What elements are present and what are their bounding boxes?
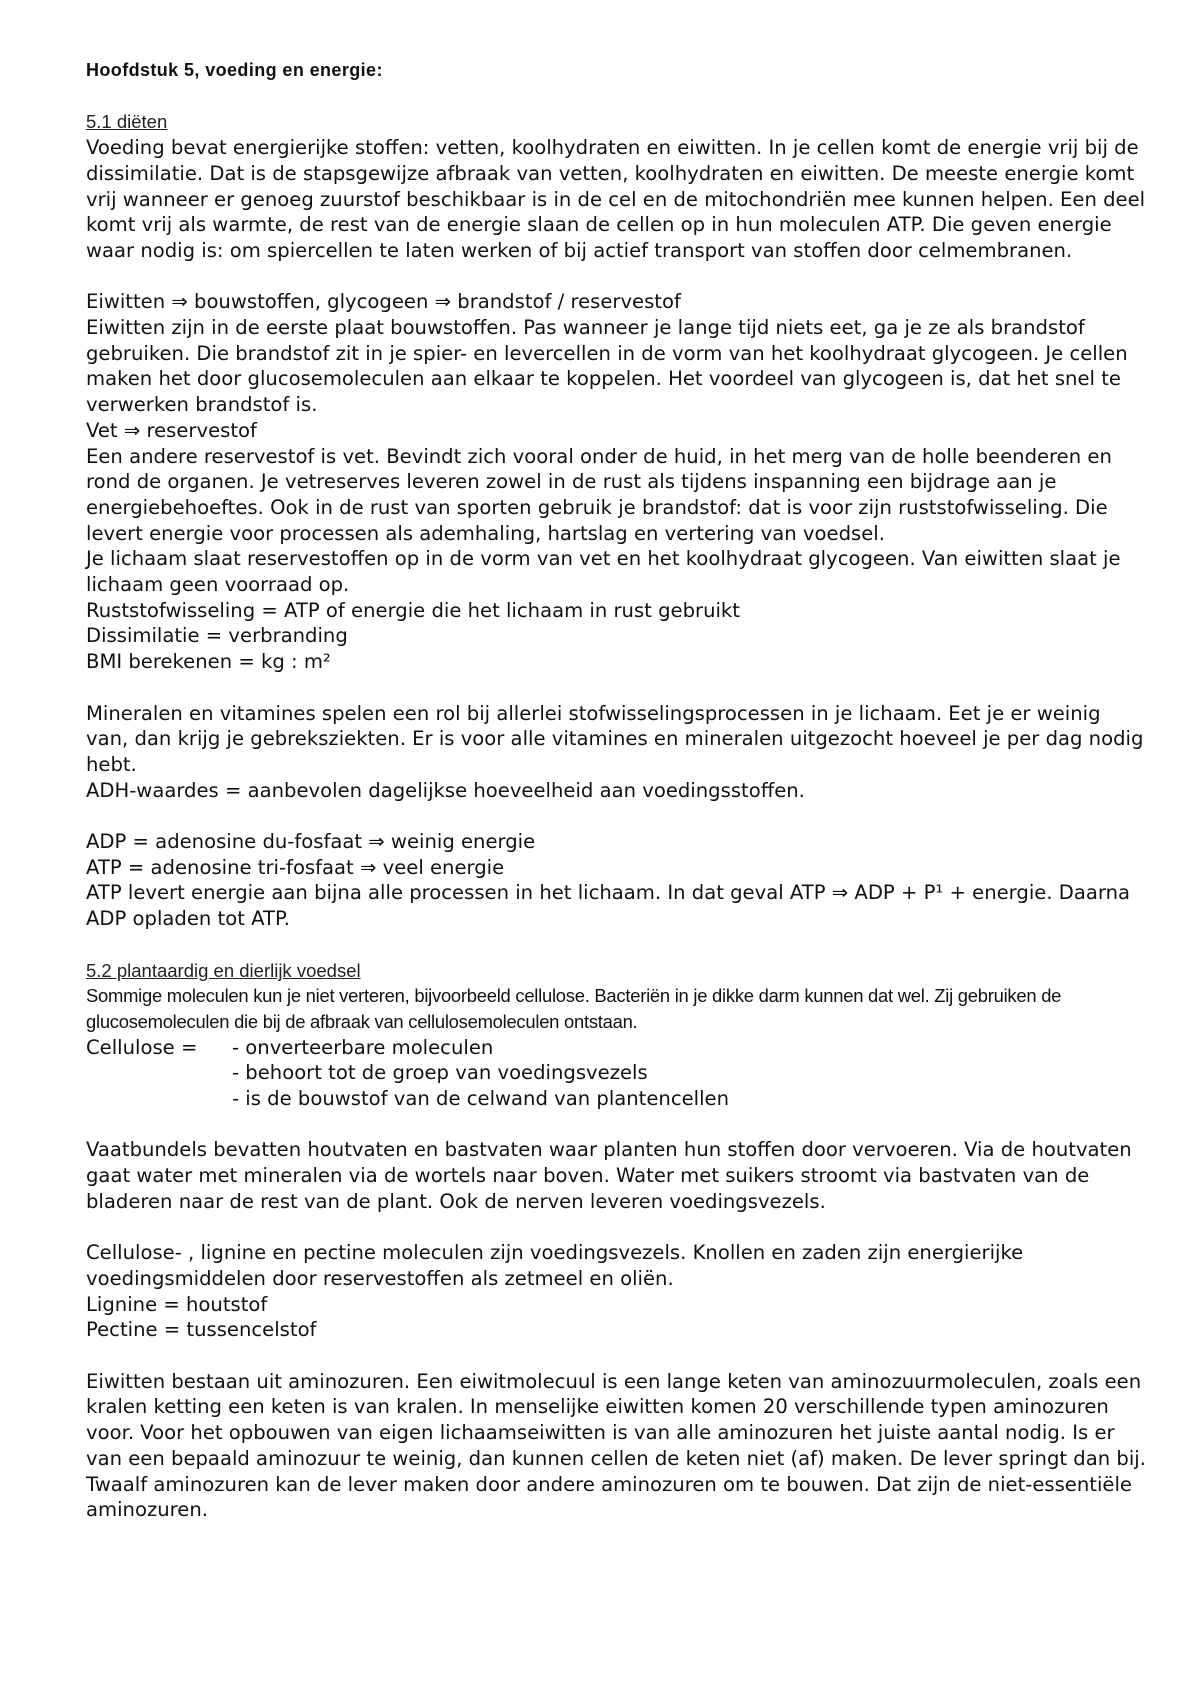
- paragraph: ATP levert energie aan bijna alle processen in het lichaam. In dat geval ATP ⇒ ADP + P¹ + energie. Daarna ADP opladen tot ATP.: [86, 881, 1131, 931]
- paragraph: Je lichaam slaat reservestoffen op in de vorm van vet en het koolhydraat glycogeen. Van eiwitten slaat je lichaam geen voorraad op.: [86, 547, 1121, 597]
- list-item: - onverteerbare moleculen: [232, 1035, 494, 1059]
- paragraph-line: Eiwitten ⇒ bouwstoffen, glycogeen ⇒ brandstof / reservestof: [86, 290, 681, 314]
- section-heading-5-1: 5.1 diëten: [86, 111, 168, 133]
- paragraph: Eiwitten bestaan uit aminozuren. Een eiwitmolecuul is een lange keten van aminozuurmoleculen, zoals een kralen ketting een keten is van kralen. In menselijke eiwitten komen 20 verschillende typen aminozuren voor. Voor het opbouwen van eigen lichaamseiwitten is van alle aminozuren het juiste aantal nodig. Is er van een bepaald aminozuur te weinig, dan kunnen cellen de keten niet (af) maken. De lever springt dan bij. Twaalf aminozuren kan de lever maken door andere aminozuren om te bouwen. Dat zijn de niet-essentiële aminozuren.: [86, 1369, 1146, 1522]
- paragraph: Voeding bevat energierijke stoffen: vetten, koolhydraten en eiwitten. In je cellen komt de energie vrij bij de dissimilatie. Dat is de stapsgewijze afbraak van vetten, koolhydraten en eiwitten. De meeste energie komt vrij wanneer er genoeg zuurstof beschikbaar is in de cel en de mitochondriën mee kunnen helpen. Een deel komt vrij als warmte, de rest van de energie slaan de cellen op in hun moleculen ATP. Die geven energie waar nodig is: om spiercellen te laten werken of bij actief transport van stoffen door celmembranen.: [86, 136, 1146, 262]
- document-page: [86, 58, 1146, 1523]
- spacer: [86, 675, 1146, 701]
- paragraph: Een andere reservestof is vet. Bevindt zich vooral onder de huid, in het merg van de holle beenderen en rond de organen. Je vetreserves leveren zowel in de rust als tijdens inspanning een bijdrage aan je energiebehoeftes. Ook in de rust van sporten gebruik je brandstof: dat is voor zijn ruststofwisseling. Die levert energie voor processen als ademhaling, hartslag en vertering van voedsel.: [86, 444, 1112, 545]
- spacer: [86, 264, 1146, 290]
- paragraph: Vaatbundels bevatten houtvaten en bastvaten waar planten hun stoffen door vervoeren. Via de houtvaten gaat water met mineralen via de wortels naar boven. Water met suikers stroomt via bastvaten van de bladeren naar de rest van de plant. Ook de nerven leveren voedingsvezels.: [86, 1138, 1132, 1213]
- definition: ADP = adenosine du-fosfaat ⇒ weinig energie: [86, 830, 536, 854]
- spacer: [86, 803, 1146, 829]
- paragraph: Eiwitten zijn in de eerste plaat bouwstoffen. Pas wanneer je lange tijd niets eet, ga je ze als brandstof gebruiken. Die brandstof zit in je spier- en levercellen in de vorm van het koolhydraat glycogeen. Je cellen maken het door glucosemoleculen aan elkaar te koppelen. Het voordeel van glycogeen is, dat het snel te verwerken brandstof is.: [86, 316, 1128, 417]
- cellulose-definition: [86, 1035, 1146, 1112]
- list-item: - behoort tot de groep van voedingsvezels: [232, 1061, 648, 1085]
- definition: ADH-waardes = aanbevolen dagelijkse hoeveelheid aan voedingsstoffen.: [86, 778, 805, 802]
- definition: Lignine = houtstof: [86, 1292, 268, 1316]
- document-title: Hoofdstuk 5, voeding en energie:: [86, 60, 383, 80]
- cellulose-label: Cellulose =: [86, 1035, 198, 1059]
- definition: ATP = adenosine tri-fosfaat ⇒ veel energie: [86, 855, 505, 879]
- spacer: [86, 932, 1146, 958]
- section-heading-5-2: 5.2 plantaardig en dierlijk voedsel: [86, 959, 361, 981]
- cellulose-list: [232, 1035, 1146, 1112]
- paragraph: Cellulose- , lignine en pectine moleculen zijn voedingsvezels. Knollen en zaden zijn energierijke voedingsmiddelen door reservestoffen als zetmeel en oliën.: [86, 1241, 1024, 1290]
- spacer: [86, 1215, 1146, 1241]
- definition: Ruststofwisseling = ATP of energie die het lichaam in rust gebruikt: [86, 598, 740, 622]
- spacer: [86, 1343, 1146, 1369]
- paragraph-line: Vet ⇒ reservestof: [86, 418, 257, 442]
- list-item: - is de bouwstof van de celwand van plantencellen: [232, 1087, 730, 1111]
- spacer: [86, 1112, 1146, 1138]
- definition: BMI berekenen = kg : m²: [86, 650, 331, 674]
- spacer: [86, 84, 1146, 110]
- definition: Pectine = tussencelstof: [86, 1318, 317, 1342]
- paragraph: Sommige moleculen kun je niet verteren, bijvoorbeeld cellulose. Bacteriën in je dikke darm kunnen dat wel. Zij gebruiken de glucosemoleculen die bij de afbraak van cellulosemoleculen ontstaan.: [86, 985, 1062, 1032]
- paragraph: Mineralen en vitamines spelen een rol bij allerlei stofwisselingsprocessen in je lichaam. Eet je er weinig van, dan krijg je gebreksziekten. Er is voor alle vitamines en mineralen uitgezocht hoeveel je per dag nodig hebt.: [86, 701, 1144, 776]
- definition: Dissimilatie = verbranding: [86, 624, 348, 648]
